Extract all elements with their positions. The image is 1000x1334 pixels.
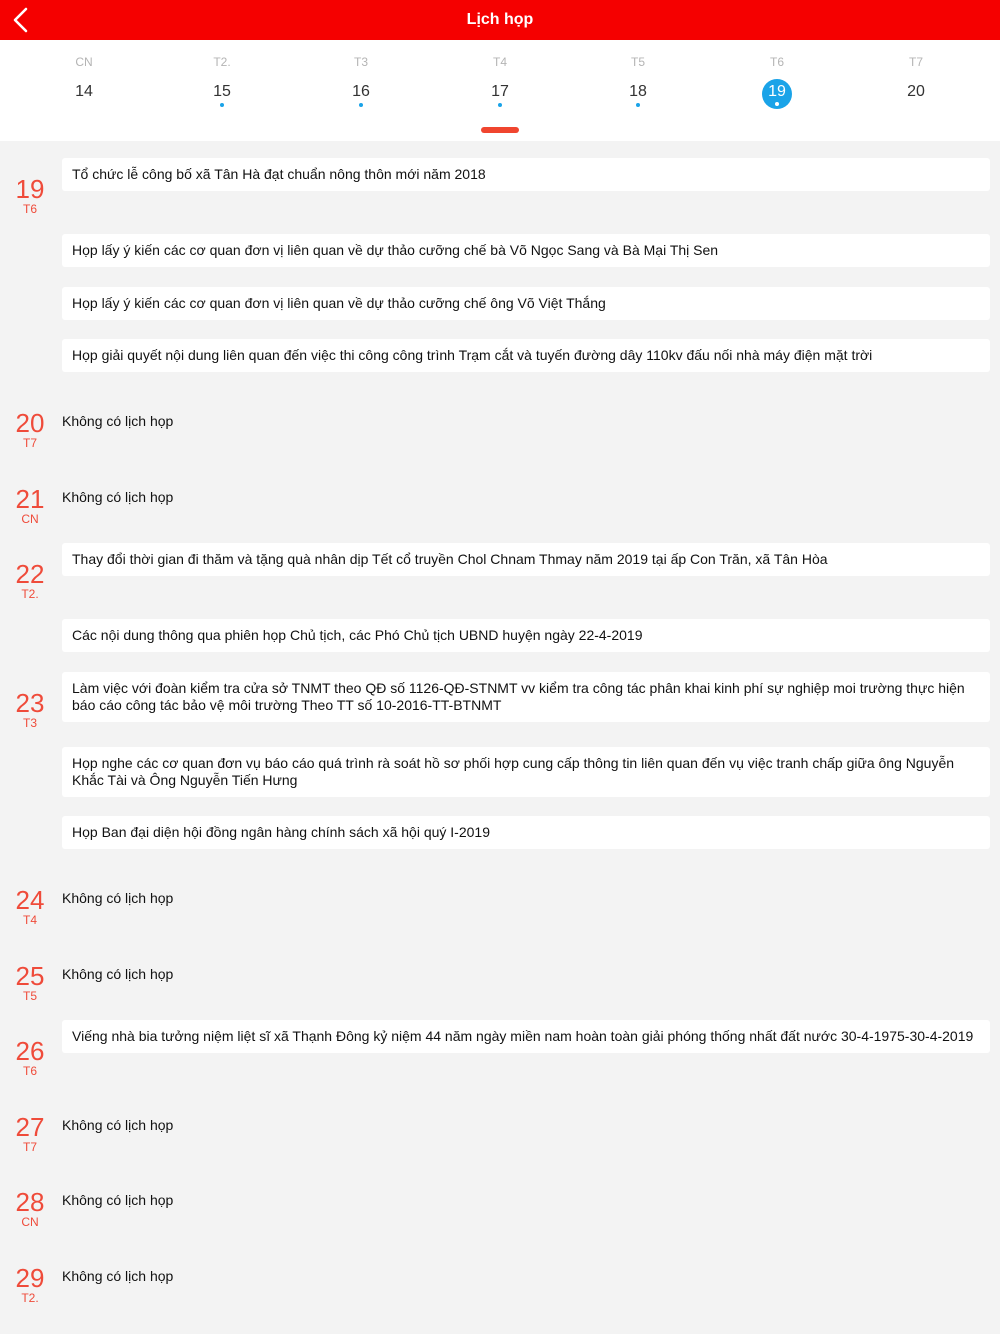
date-number: 20 [15,408,45,438]
date-weekday: T6 [22,202,37,216]
date-number: 21 [15,484,45,514]
date-number: 29 [15,1263,45,1293]
date-number: 23 [15,688,45,718]
week-day-16[interactable] [321,40,401,140]
no-meeting-text: Không có lịch họp [62,413,174,429]
no-meeting-text: Không có lịch họp [62,1268,174,1284]
weekday-label: T2. [213,55,231,69]
event-card[interactable]: Họp giải quyết nội dung liên quan đến việc thi công công trình Trạm cắt và tuyến đường dây 110kv đấu nối nhà máy điện mặt trời [62,339,990,372]
date-weekday: CN [21,512,39,526]
event-indicator-dot [359,103,363,107]
date-label-26 [0,1038,60,1078]
date-weekday: T2. [21,1291,39,1305]
page-title: Lịch họp [466,11,534,28]
date-number: 25 [15,961,45,991]
date-weekday: T3 [22,716,37,730]
no-meeting-text: Không có lịch họp [62,1192,174,1208]
week-day-14[interactable] [44,40,124,140]
date-weekday: CN [21,1215,39,1229]
date-label-19 [0,176,60,216]
event-card[interactable]: Các nội dung thông qua phiên họp Chủ tịch, các Phó Chủ tịch UBND huyện ngày 22-4-2019 [62,619,990,652]
date-label-25 [0,963,60,1003]
no-meeting-text: Không có lịch họp [62,489,174,505]
weekday-label: T3 [353,55,368,69]
date-number: 22 [15,559,45,589]
weekday-label: T4 [492,55,507,69]
date-label-27 [0,1114,60,1154]
week-strip [0,40,1000,141]
today-indicator-bar [481,127,519,133]
day-number: 18 [629,83,647,100]
event-card[interactable]: Viếng nhà bia tưởng niệm liệt sĩ xã Thạnh Đông kỷ niệm 44 năm ngày miền nam hoàn toàn giải phóng thống nhất đất nước 30-4-1975-30-4-2019 [62,1020,990,1053]
day-number: 19 [768,83,786,100]
event-indicator-dot [220,103,224,107]
date-weekday: T5 [22,989,37,1003]
day-number: 14 [75,83,93,100]
date-label-24 [0,887,60,927]
weekday-label: T5 [630,55,645,69]
week-day-20[interactable] [876,40,956,140]
weekday-label: T7 [908,55,923,69]
weekday-label: CN [75,55,93,69]
date-weekday: T6 [22,1064,37,1078]
date-number: 28 [15,1187,45,1217]
weekday-label: T6 [769,55,784,69]
date-number: 27 [15,1112,45,1142]
date-weekday: T7 [22,1140,37,1154]
date-weekday: T4 [22,913,37,927]
event-card[interactable]: Họp Ban đại diện hội đồng ngân hàng chính sách xã hội quý I-2019 [62,816,990,849]
no-meeting-text: Không có lịch họp [62,890,174,906]
date-label-20 [0,410,60,450]
date-weekday: T2. [21,587,39,601]
date-number: 19 [15,174,45,204]
event-card[interactable]: Làm việc với đoàn kiểm tra cửa sở TNMT theo QĐ số 1126-QĐ-STNMT vv kiểm tra công tác phân khai kinh phí sự nghiệp moi trường thực hiện báo cáo công tác bảo vệ môi trường Theo TT số 10-2016-TT-BTNMT [62,672,990,722]
date-label-22 [0,561,60,601]
week-day-18[interactable] [598,40,678,140]
week-day-17[interactable] [460,40,540,140]
event-card[interactable]: Họp lấy ý kiến các cơ quan đơn vị liên quan về dự thảo cưỡng chế bà Võ Ngọc Sang và Bà Mại Thị Sen [62,234,990,267]
week-day-19-selected[interactable] [737,40,817,140]
day-number: 20 [907,83,925,100]
day-number: 17 [491,83,509,100]
date-label-29 [0,1265,60,1305]
event-indicator-dot [498,103,502,107]
event-card[interactable]: Họp nghe các cơ quan đơn vụ báo cáo quá trình rà soát hồ sơ phối hợp cung cấp thông tin liên quan đến vụ việc tranh chấp giữa ông Nguyễn Khắc Tài và Ông Nguyễn Tiến Hưng [62,747,990,797]
date-number: 26 [15,1036,45,1066]
app-header [0,0,1000,40]
date-number: 24 [15,885,45,915]
date-label-21 [0,486,60,526]
event-card[interactable]: Tổ chức lễ công bố xã Tân Hà đạt chuẩn nông thôn mới năm 2018 [62,158,990,191]
date-label-28 [0,1189,60,1229]
date-weekday: T7 [22,436,37,450]
event-card[interactable]: Thay đổi thời gian đi thăm và tặng quà nhân dịp Tết cổ truyền Chol Chnam Thmay năm 2019 tại ấp Con Trăn, xã Tân Hòa [62,543,990,576]
event-indicator-dot [775,102,779,106]
no-meeting-text: Không có lịch họp [62,966,174,982]
event-card[interactable]: Họp lấy ý kiến các cơ quan đơn vị liên quan về dự thảo cưỡng chế ông Võ Việt Thắng [62,287,990,320]
day-number: 16 [352,83,370,100]
event-indicator-dot [636,103,640,107]
no-meeting-text: Không có lịch họp [62,1117,174,1133]
day-number: 15 [213,83,231,100]
date-label-23 [0,690,60,730]
week-day-15[interactable] [182,40,262,140]
